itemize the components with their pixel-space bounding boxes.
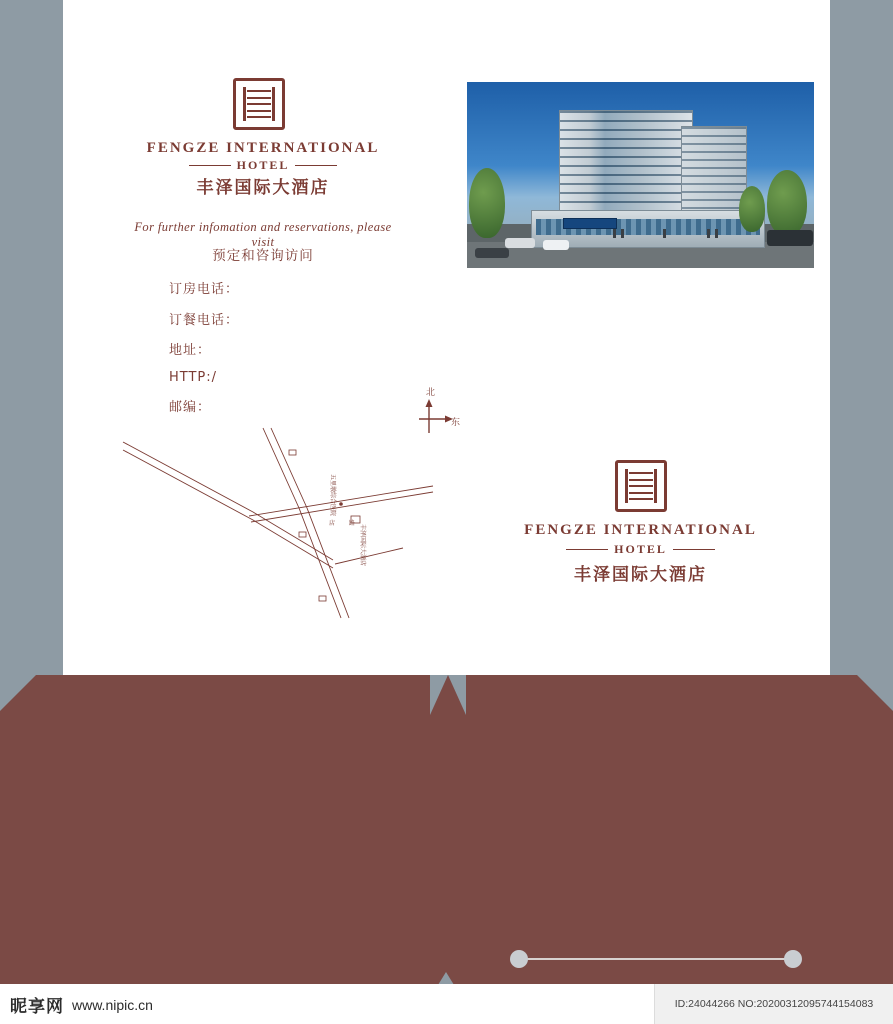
hotel-monogram-icon bbox=[233, 78, 285, 130]
brand-chinese-name: 丰泽国际大酒店 bbox=[574, 565, 707, 585]
contact-field-dining-phone: 订餐电话： bbox=[169, 312, 240, 328]
contact-field-website: HTTP:/ bbox=[169, 369, 218, 385]
reservation-lead-english: For further infomation and reservations, please visit bbox=[134, 220, 392, 249]
map-label-hotel: 丰泽国际大酒店 bbox=[359, 524, 366, 567]
asset-id-label: ID:24044266 NO:20200312095744154083 bbox=[654, 984, 893, 1024]
brand-hotel-label: HOTEL bbox=[236, 158, 290, 172]
slider-track[interactable] bbox=[520, 958, 792, 960]
contact-field-address: 地址： bbox=[169, 343, 212, 358]
brochure-right-logo-block bbox=[467, 460, 814, 585]
brand-hotel-label: HOTEL bbox=[614, 542, 667, 556]
hotel-signboard-icon bbox=[563, 218, 617, 229]
fold-corner-right bbox=[857, 675, 893, 711]
footer-bar bbox=[0, 984, 893, 1024]
map-label-store: 店 bbox=[329, 520, 336, 527]
map-label-hospital: 五里墩综合医院 bbox=[329, 474, 336, 517]
compass-north-label: 北 bbox=[426, 388, 436, 398]
site-watermark bbox=[10, 992, 153, 1017]
fold-notch-top bbox=[430, 675, 466, 715]
brochure-left-panel bbox=[63, 0, 463, 675]
brand-rule-left bbox=[189, 165, 231, 166]
hotel-monogram-icon bbox=[615, 460, 667, 512]
brand-english-name: FENGZE INTERNATIONAL bbox=[146, 140, 380, 156]
brochure-card bbox=[63, 0, 830, 675]
brand-rule-right bbox=[295, 165, 337, 166]
location-map bbox=[103, 420, 453, 640]
hotel-exterior-rendering bbox=[467, 82, 814, 268]
image-range-slider[interactable] bbox=[510, 950, 802, 968]
brand-hotel-word bbox=[123, 158, 403, 173]
map-label-road: 路 bbox=[349, 520, 356, 527]
slider-handle-right[interactable] bbox=[784, 950, 802, 968]
fold-corner-left bbox=[0, 675, 36, 711]
reservation-lead-chinese: 预定和咨询访问 bbox=[212, 248, 314, 264]
contact-field-list bbox=[169, 278, 239, 427]
brand-rule-left bbox=[566, 549, 608, 550]
compass-east-label: 东 bbox=[451, 418, 461, 428]
brand-chinese-name: 丰泽国际大酒店 bbox=[196, 178, 330, 198]
site-name-chinese: 昵享网 bbox=[10, 997, 64, 1017]
map-roads bbox=[103, 420, 453, 640]
slider-handle-left[interactable] bbox=[510, 950, 528, 968]
brand-rule-right bbox=[673, 549, 715, 550]
site-url[interactable]: www.nipic.cn bbox=[72, 996, 153, 1013]
brand-hotel-word bbox=[467, 542, 814, 557]
contact-field-room-phone: 订房电话： bbox=[169, 282, 240, 297]
contact-field-postcode: 邮编： bbox=[169, 400, 212, 415]
brand-english-name: FENGZE INTERNATIONAL bbox=[524, 522, 757, 538]
